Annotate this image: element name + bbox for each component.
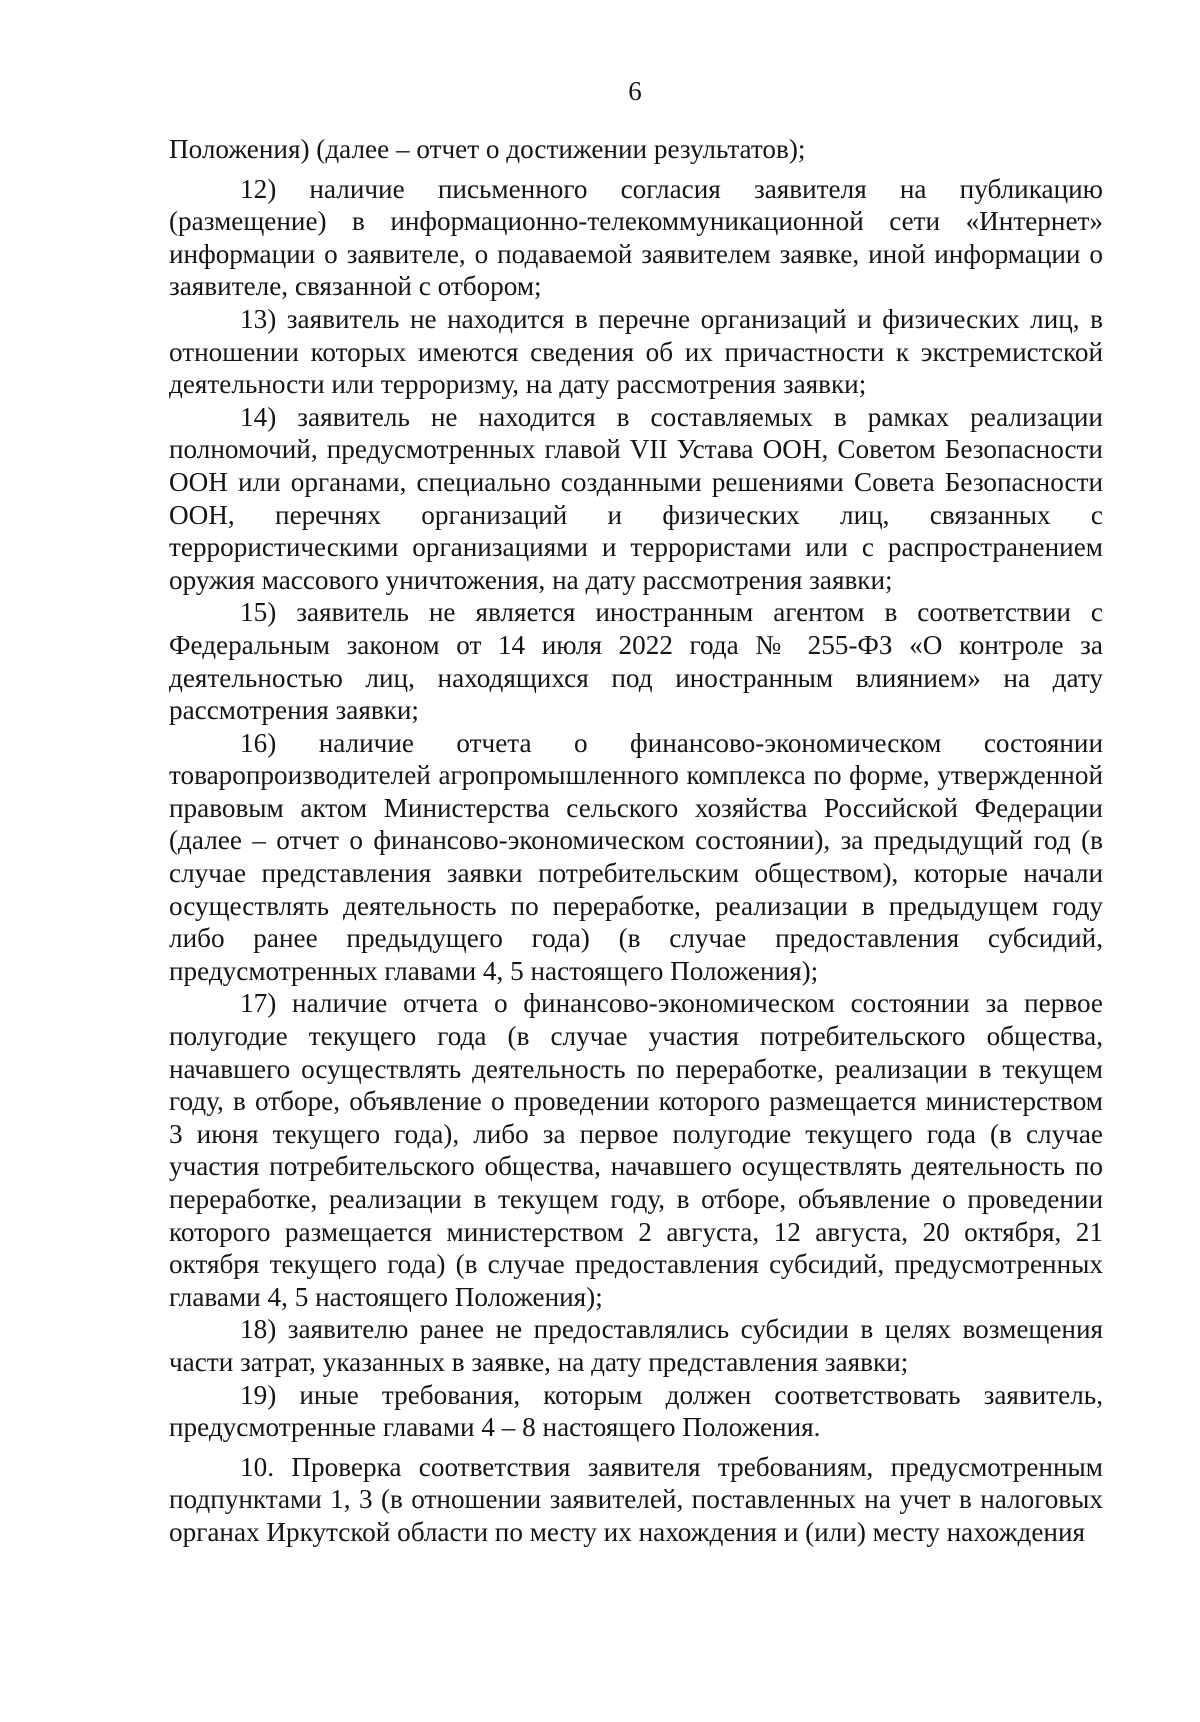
paragraph-item-12: 12) наличие письменного согласия заявителя на публикацию (размещение) в информационно-телекоммуникационной сети «Интернет» информации о заявителе, о подаваемой заявителем заявке, иной информации о заявителе, связанной с отбором; [169, 173, 1103, 302]
paragraph-section-10: 10. Проверка соответствия заявителя требованиям, предусмотренным подпунктами 1, 3 (в отношении заявителей, поставленных на учет в налоговых органах Иркутской области по месту их нахождения и (или) месту нахождения [169, 1451, 1103, 1547]
paragraph-item-14: 14) заявитель не находится в составляемых в рамках реализации полномочий, предусмотренных главой VII Устава ООН, Советом Безопасности ООН или органами, специально созданными решениями Совета Безопасности ООН, перечнях организаций и физических лиц, связанных с террористическими организациями и террористами или с распространением оружия массового уничтожения, на дату рассмотрения заявки; [169, 401, 1103, 595]
document-body [169, 133, 1103, 1549]
paragraph-item-18: 18) заявителю ранее не предоставлялись субсидии в целях возмещения части затрат, указанных в заявке, на дату представления заявки; [169, 1314, 1103, 1377]
paragraph-continuation: Положения) (далее – отчет о достижении результатов); [169, 134, 806, 164]
paragraph-item-15: 15) заявитель не является иностранным агентом в соответствии с Федеральным законом от 14 июля 2022 года № 255-ФЗ «О контроле за деятельностью лиц, находящихся под иностранным влиянием» на дату рассмотрения заявки; [169, 597, 1103, 726]
paragraph-item-13: 13) заявитель не находится в перечне организаций и физических лиц, в отношении которых имеются сведения об их причастности к экстремистской деятельности или терроризму, на дату рассмотрения заявки; [169, 303, 1103, 400]
paragraph-item-17: 17) наличие отчета о финансово-экономическом состоянии за первое полугодие текущего года (в случае участия потребительского общества, начавшего осуществлять деятельность по переработке, реализации в текущем году, в отборе, объявление о проведении которого размещается министерством 3 июня текущего года), либо за первое полугодие текущего года (в случае участия потребительского общества, начавшего осуществлять деятельность по переработке, реализации в текущем году, в отборе, объявление о проведении которого размещается министерством 2 августа, 12 августа, 20 октября, 21 октября текущего года) (в случае предоставления субсидий, предусмотренных главами 4, 5 настоящего Положения); [169, 988, 1103, 1312]
paragraph-item-19: 19) иные требования, которым должен соответствовать заявитель, предусмотренные главами 4 – 8 настоящего Положения. [169, 1379, 1103, 1443]
page-number: 6 [628, 76, 642, 106]
paragraph-item-16: 16) наличие отчета о финансово-экономическом состоянии товаропроизводителей агропромышленного комплекса по форме, утвержденной правовым актом Министерства сельского хозяйства Российской Федерации (далее – отчет о финансово-экономическом состоянии), за предыдущий год (в случае представления заявки потребительским обществом), которые начали осуществлять деятельность по переработке, реализации в предыдущем году либо ранее предыдущего года) (в случае предоставления субсидий, предусмотренных главами 4, 5 настоящего Положения); [169, 727, 1103, 986]
